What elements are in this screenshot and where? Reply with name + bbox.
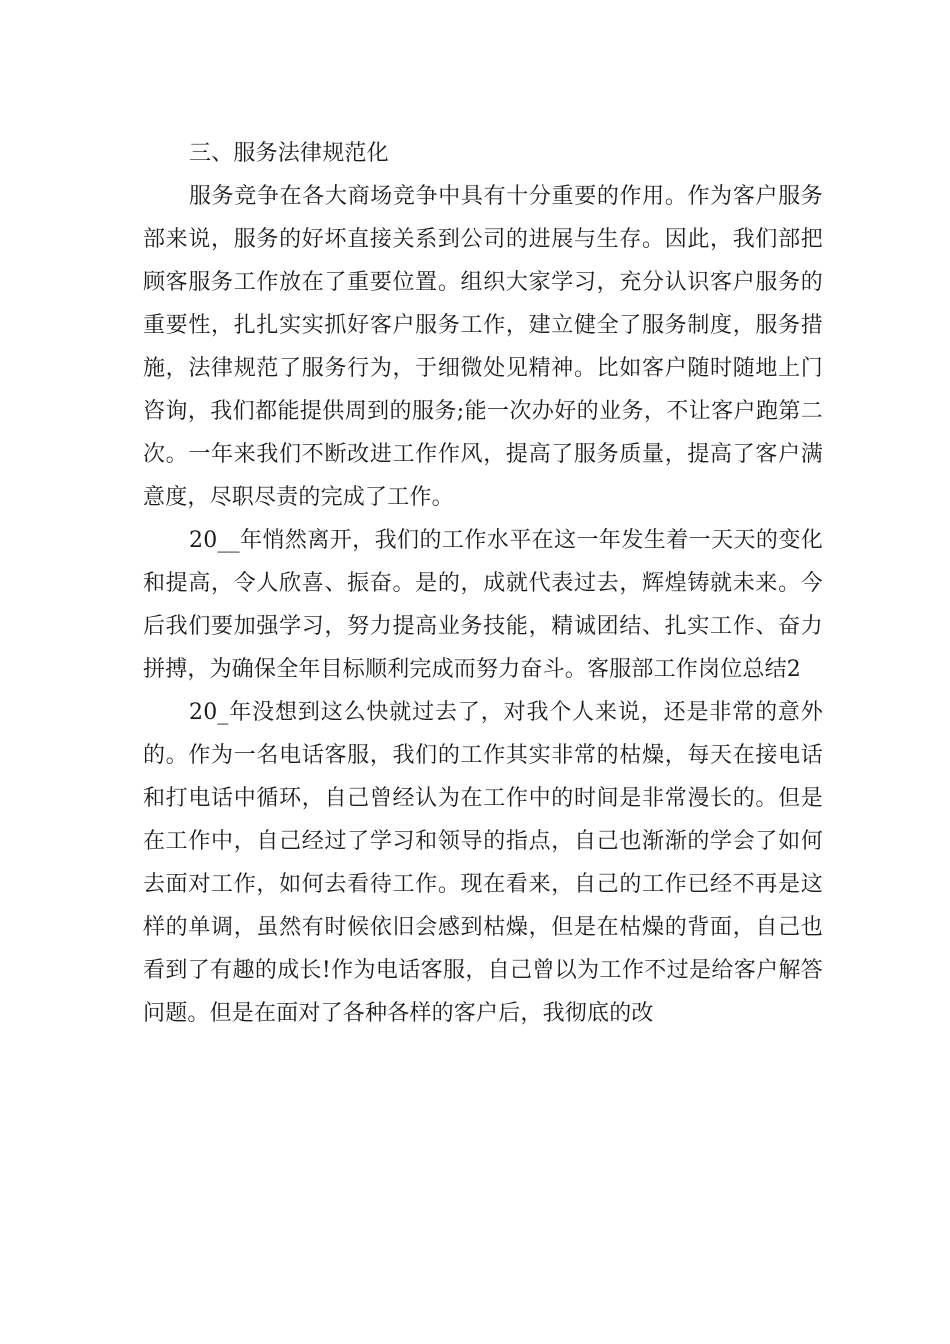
section-heading: 三、服务法律规范化	[189, 141, 389, 166]
paragraph-service-competition: 服务竞争在各大商场竞争中具有十分重要的作用。作为客户服务部来说，服务的好坏直接关系到公司的进展与生存。因此，我们部把顾客服务工作放在了重要位置。组织大家学习，充分认识客户服务的重要性，扎扎实实抓好客户服务工作，建立健全了服务制度，服务措施，法律规范了服务行为，于细微处见精神。比如客户随时随地上门咨询，我们都能提供周到的服务;能一次办好的业务，不让客户跑第二次。一年来我们不断改进工作作风，提高了服务质量，提高了客户满意度，尽职尽责的完成了工作。	[143, 184, 823, 510]
paragraph-phone-service: 20_年没想到这么快就过去了，对我个人来说，还是非常的意外的。作为一名电话客服，我们的工作其实非常的枯燥，每天在接电话和打电话中循环，自己曾经认为在工作中的时间是非常漫长的。但是在工作中，自己经过了学习和领导的指点，自己也渐渐的学会了如何去面对工作，如何去看待工作。现在看来，自己的工作已经不再是这样的单调，虽然有时候依旧会感到枯燥，但是在枯燥的背面，自己也看到了有趣的成长!作为电话客服，自己曾以为工作不过是给客户解答问题。但是在面对了各种各样的客户后，我彻底的改	[143, 700, 823, 1026]
paragraph-year-summary: 20__年悄然离开，我们的工作水平在这一年发生着一天天的变化和提高，令人欣喜、振奋。是的，成就代表过去，辉煌铸就未来。今后我们要加强学习，努力提高业务技能，精诚团结、扎实工作、奋力拼搏，为确保全年目标顺利完成而努力奋斗。客服部工作岗位总结2	[143, 528, 823, 682]
document-body	[143, 132, 823, 1035]
